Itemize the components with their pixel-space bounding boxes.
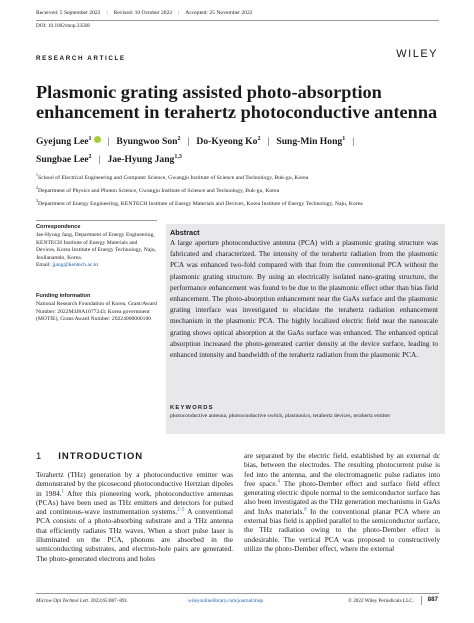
- body-text: In the conventional planar PCA where an external bias field is applied parallel to the semiconductor surface, the THz radiation owing to the photo-Dember effect is undesirable. The vertical PCA was proposed to constructively utilize the photo-Dember effect, where the external: [244, 506, 440, 553]
- sidebar-rule: [36, 220, 157, 221]
- article-type: RESEARCH ARTICLE: [36, 55, 126, 62]
- doi[interactable]: DOI: 10.1002/mop.33568: [36, 23, 90, 29]
- author-name[interactable]: Byungwoo Son$^2$: [116, 136, 181, 148]
- correspondence: [36, 224, 158, 269]
- author-separator: |: [187, 136, 190, 148]
- section-title: INTRODUCTION: [58, 451, 144, 462]
- author-name[interactable]: Jae-Hyung Jang$^{1,3}$: [107, 153, 182, 165]
- revised-date: Revised: 10 October 2022: [113, 10, 173, 16]
- journal-name: Microw Opt Technol Lett.: [36, 598, 90, 604]
- funding-label: Funding information: [36, 293, 91, 299]
- journal-url[interactable]: wileyonlinelibrary.com/journal/mop: [188, 598, 264, 604]
- affiliations: [36, 170, 446, 209]
- author-separator: |: [267, 136, 270, 148]
- correspondence-text: Jae-Hyung Jang, Department of Energy Engineering, KENTECH Institute of Energy Materials and Devices, Korea Institute of Energy Technology, Naju, Jeollanamdo, Korea.: [36, 232, 157, 261]
- author-affiliation-marker: 1,3: [174, 153, 182, 160]
- abstract-text: A large aperture photoconductive antenna (PCA) with a plasmonic grating structure was fabricated and characterized. The intensity of the terahertz radiation from the plasmonic PCA was enhanced two-fold compared with that from the conventional PCA without the plasmonic grating structure. By using an electrically isolated nano-grating structure, the performance enhancement was found to be due to the plasmonic effect other than bias field enhancement. The photo-absorption enhancement near the GaAs surface and the plasmonic grating interface was investigated to elucidate the terahertz radiation enhancement mechanism in the plasmonic PCA. The highly localized electric field near the nanoscale grating shows optical absorption at the GaAs surface was enhanced. The enhanced optical absorption increased the photo-generated carrier density at the device surface, leading to enhanced intensity and bandwidth of the terahertz radiation from the plasmonic PCA.: [170, 239, 438, 360]
- affiliation-item: $^3$Department of Energy Engineering, KENTECH Institute of Energy Materials and Devices, Korea Institute of Energy Technology, Naju, Korea: [36, 197, 363, 207]
- author-affiliation-marker: 2: [257, 136, 261, 142]
- author-name[interactable]: Gyejung Lee$^1$: [36, 136, 101, 147]
- keywords-label: KEYWORDS: [170, 405, 214, 411]
- copyright: © 2022 Wiley Periodicals LLC.: [347, 598, 414, 604]
- funding-text: National Research Foundation of Korea, Grant/Award Number: 2022M3J8A1077243; Korea government (MOTIE), Grant/Award Number: 20224000000100: [36, 301, 157, 323]
- author-affiliation-marker: 1: [88, 136, 92, 142]
- page-divider: [421, 596, 422, 605]
- citation-ref[interactable]: 6: [304, 507, 307, 513]
- body-column-left: [36, 470, 233, 563]
- email-label: Email:: [36, 262, 51, 269]
- article-title: Plasmonic grating assisted photo-absorption enhancement in terahertz photoconductive antenna: [36, 82, 438, 122]
- author-separator: |: [98, 153, 101, 165]
- affiliation-item: $^1$School of Electrical Engineering and Computer Science, Gwangju Institute of Science and Technology, Buk-gu, Korea: [36, 172, 309, 181]
- body-text: The photo-Dember effect and surface field effect generating electric dipole normal to the semiconductor surface has also been investigated as the THz generation mechanisms in GaAs and InAs materials.: [244, 478, 440, 516]
- body-text: A conventional PCA consists of a photo-absorbing substrate and a THz antenna that efficiently radiates THz waves. When a short pulse laser is illuminated on the PCA, photons are absorbed in the semiconducting substrates, and electron-hole pairs are generated. The photo-generated electrons and holes: [36, 507, 233, 563]
- body-text: Terahertz (THz) generation by a photoconductive emitter was demonstrated by the picosecond photoconductive Hertzian dipoles in 1984.: [36, 470, 233, 498]
- footer-citation: [36, 598, 128, 604]
- author-affiliation-marker: 2: [177, 136, 181, 142]
- accepted-date: Accepted: 25 November 2022: [185, 10, 253, 16]
- author-name[interactable]: Do-Kyeong Ko$^2$: [196, 136, 261, 148]
- section-heading: [36, 451, 143, 462]
- correspondence-label: Correspondence: [36, 224, 81, 230]
- body-text: After this pioneering work, photoconductive antennas (PCAs) have been used as THz emitters and detectors for pulsed and continuous-wave instrumentation systems.: [36, 488, 233, 517]
- author-name[interactable]: Sungbae Lee$^2$: [36, 153, 92, 165]
- author-affiliation-marker: 2: [88, 153, 92, 160]
- section-number: 1: [36, 451, 43, 462]
- author-list: [36, 132, 440, 167]
- author-affiliation-marker: 1: [342, 136, 346, 142]
- article-dates: Received: 5 September 2022 | Revised: 10 October 2022 | Accepted: 25 November 2022: [36, 10, 253, 16]
- email-link[interactable]: jjang@kentech.ac.kr: [52, 262, 99, 269]
- citation-detail: 2023;65:887–891.: [89, 598, 129, 604]
- citation-ref[interactable]: 2–5: [177, 507, 185, 513]
- author-separator: |: [107, 136, 110, 148]
- received-date: Received: 5 September 2022: [36, 10, 101, 16]
- citation-ref[interactable]: 4: [277, 479, 280, 485]
- keywords-text: photoconductive antenna, photoconductive switch, plasmonics, terahertz devices, terahertz emitter: [170, 413, 391, 419]
- citation-ref[interactable]: 1: [61, 489, 65, 495]
- page-number: 887: [427, 596, 438, 603]
- affiliation-item: $^2$Department of Physics and Photon Science, Gwangju Institute of Science and Technology, Buk-gu, Korea: [36, 184, 280, 194]
- footer-rule: [36, 593, 439, 594]
- author-separator: |: [352, 136, 355, 148]
- publisher-logo: WILEY: [396, 48, 438, 60]
- author-name[interactable]: Sung-Min Hong$^1$: [276, 136, 346, 148]
- body-column-right: [244, 451, 440, 553]
- orcid-icon[interactable]: [94, 136, 101, 143]
- body-text: are separated by the electric field, established by an external dc bias, between the electrodes. The resulting photocurrent pulse is fed into the antenna, and the electromagnetic pulse radiates into free space.: [244, 451, 440, 488]
- funding-information: [36, 293, 158, 324]
- header-rule: [36, 20, 439, 21]
- abstract-label: Abstract: [170, 228, 200, 237]
